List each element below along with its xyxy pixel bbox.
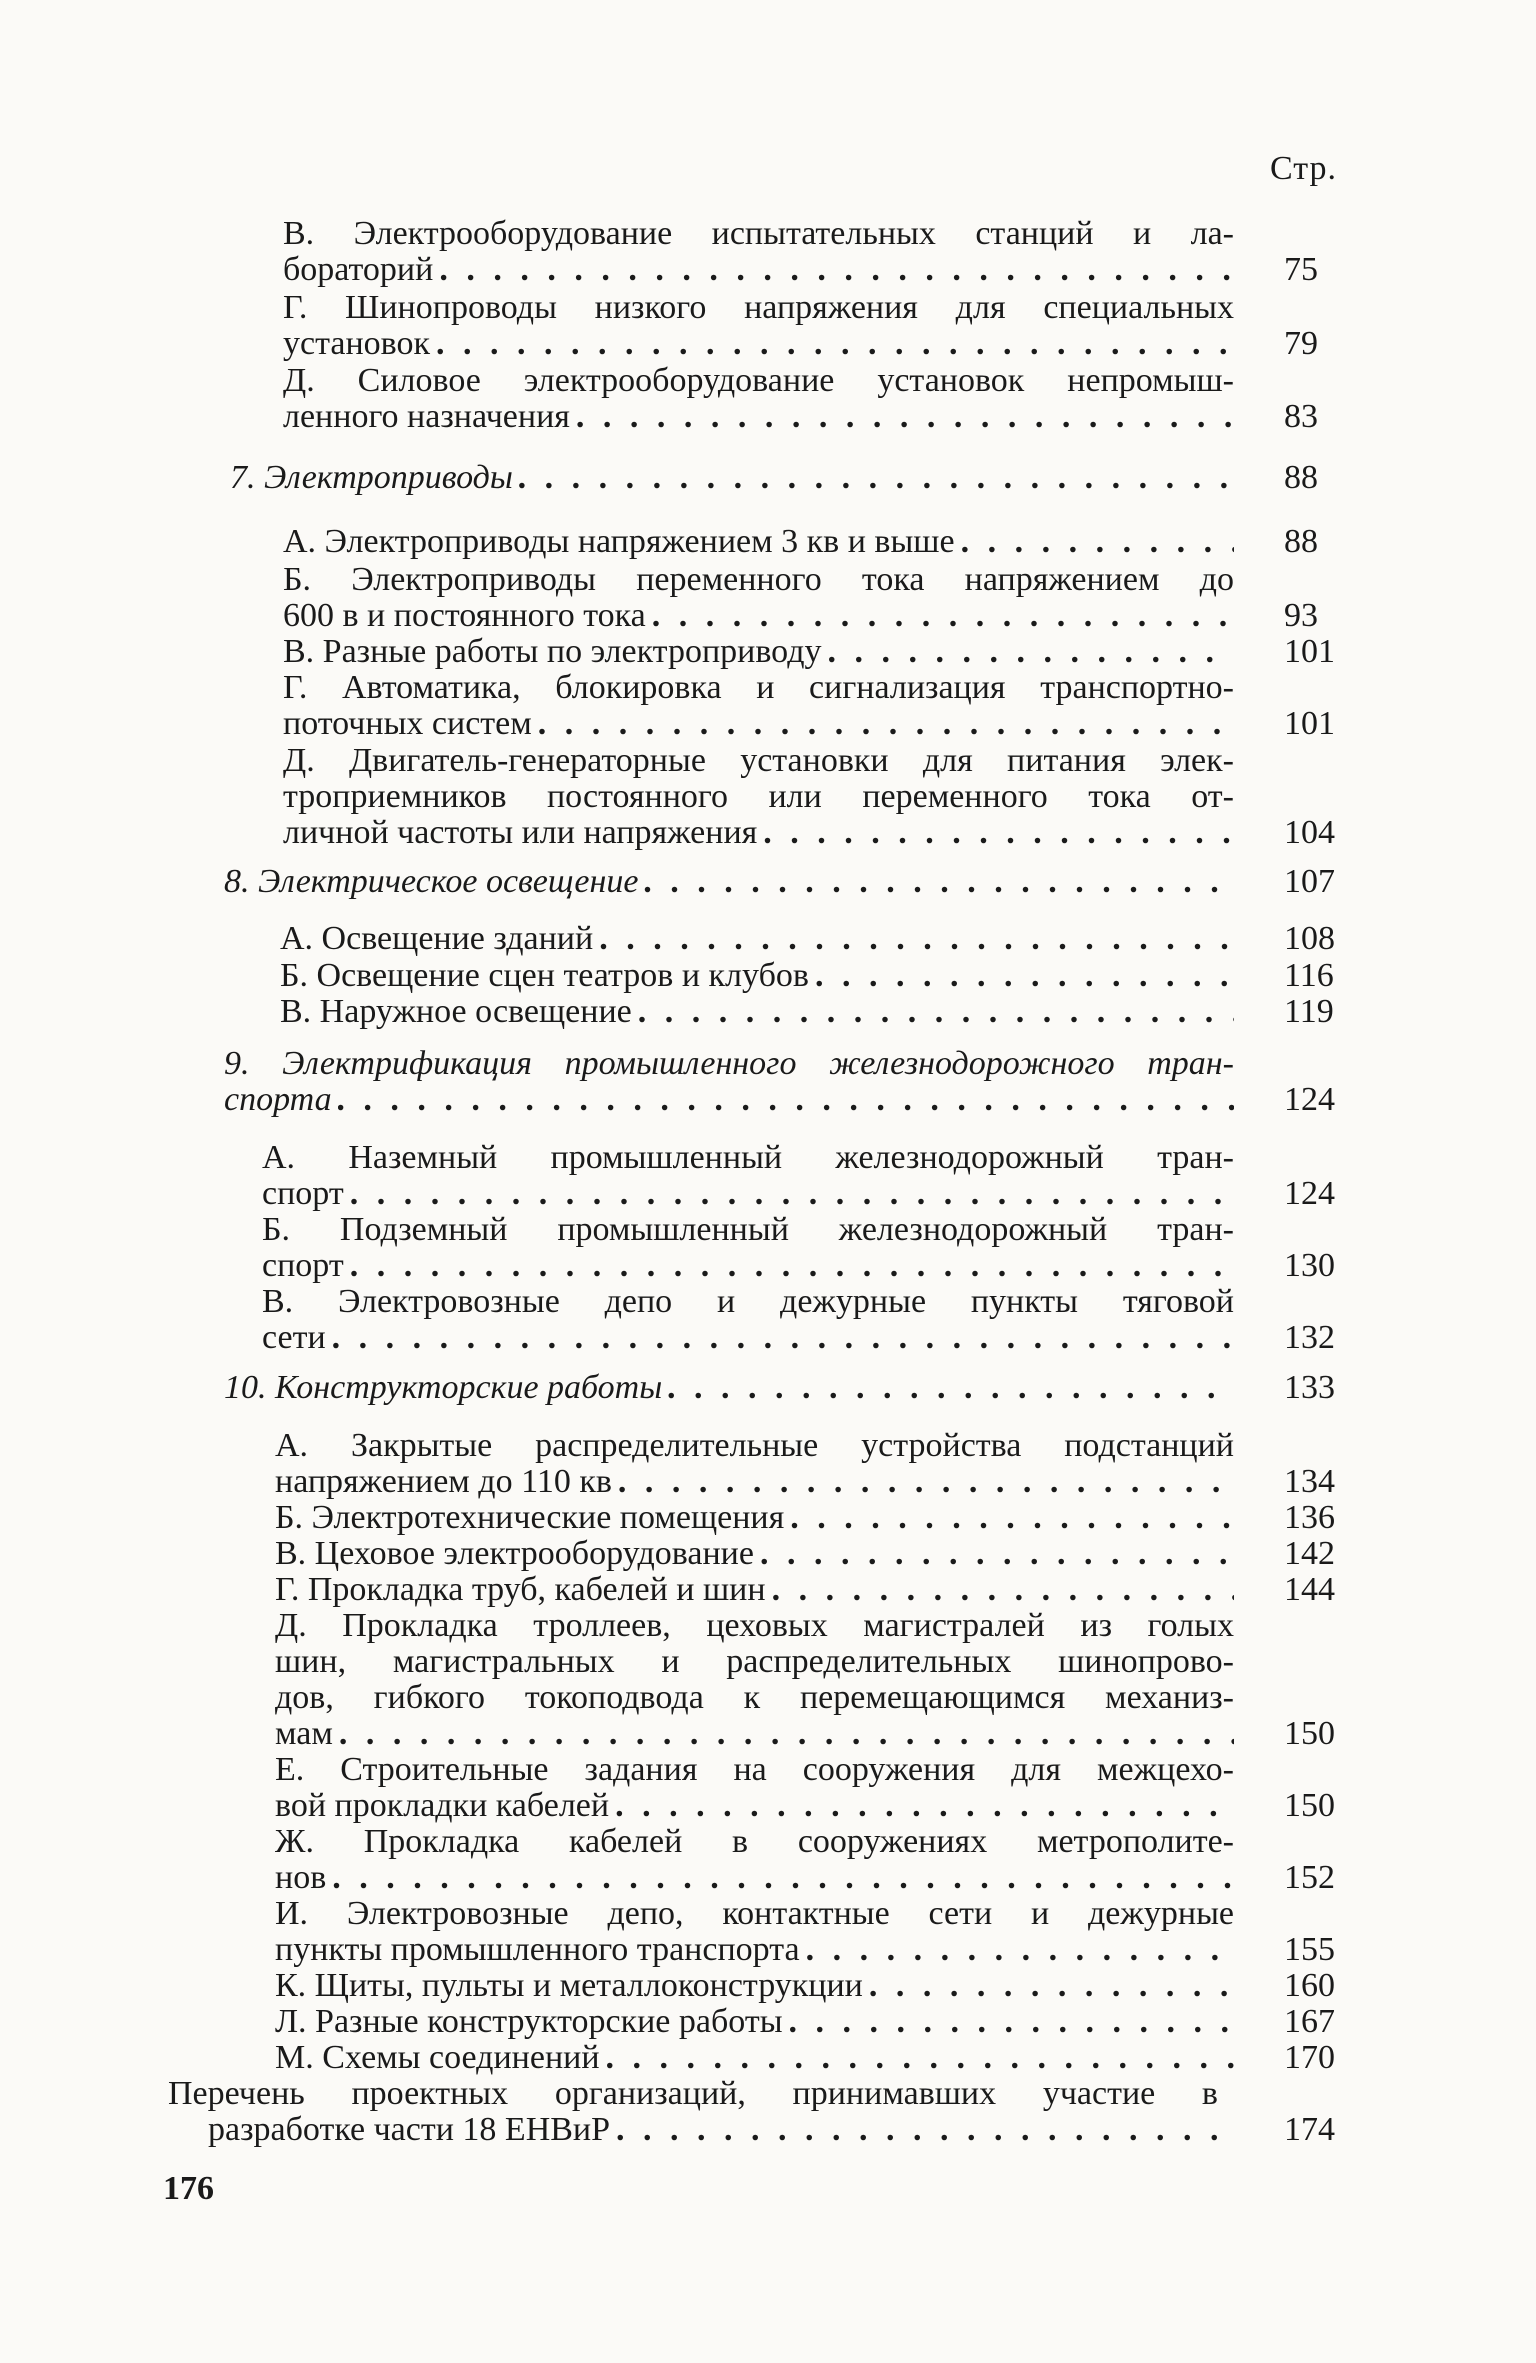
entry-title: А. Освещение зданий xyxy=(280,920,594,957)
entry-title: мам xyxy=(275,1715,333,1752)
entry-title: разработке части 18 ЕНВиР xyxy=(208,2111,611,2148)
entry-line: Г. Шинопроводы низкого напряжения для специальных xyxy=(283,289,1234,326)
toc-entry xyxy=(280,993,1334,1030)
entry-page: 79 xyxy=(1284,325,1318,362)
entry-page: 133 xyxy=(1284,1369,1335,1406)
entry-line: И. Электровозные депо, контактные сети и дежурные xyxy=(275,1895,1234,1932)
toc-entry xyxy=(275,1751,1335,1824)
toc-entry xyxy=(275,1967,1335,2004)
entry-page: 155 xyxy=(1284,1931,1335,1968)
entry-line: дов, гибкого токоподвода к перемещающимся механиз- xyxy=(275,1679,1234,1716)
entry-page: 150 xyxy=(1284,1787,1335,1824)
entry-page: 134 xyxy=(1284,1463,1335,1500)
entry-page: 167 xyxy=(1284,2003,1335,2040)
entry-line: Д. Силовое электрооборудование установок непромыш- xyxy=(283,362,1234,399)
toc-entry xyxy=(283,669,1335,742)
toc-entry xyxy=(262,1283,1335,1356)
entry-page: 130 xyxy=(1284,1247,1335,1284)
section-title: 10. Конструкторские работы xyxy=(224,1369,663,1406)
entry-title: поточных систем xyxy=(283,705,532,742)
entry-page: 88 xyxy=(1284,523,1318,560)
entry-line: Ж. Прокладка кабелей в сооружениях метрополите- xyxy=(275,1823,1234,1860)
toc-entry xyxy=(262,1139,1335,1212)
entry-page: 174 xyxy=(1284,2111,1335,2148)
entry-line: Б. Подземный промышленный железнодорожный тран- xyxy=(262,1211,1234,1248)
entry-line: А. Закрытые распределительные устройства подстанций xyxy=(275,1427,1234,1464)
entry-page: 142 xyxy=(1284,1535,1335,1572)
toc-entry xyxy=(283,215,1318,288)
entry-line: Е. Строительные задания на сооружения для межцехо- xyxy=(275,1751,1234,1788)
entry-page: 93 xyxy=(1284,597,1318,634)
entry-page: 88 xyxy=(1284,459,1318,496)
toc-entry xyxy=(275,2039,1335,2076)
entry-page: 107 xyxy=(1284,863,1335,900)
entry-line: Д. Двигатель-генераторные установки для питания элек- xyxy=(283,742,1234,779)
entry-title: В. Разные работы по электроприводу xyxy=(283,633,822,670)
entry-title: Л. Разные конструкторские работы xyxy=(275,2003,783,2040)
section-title: спорта xyxy=(224,1081,332,1118)
toc-entry xyxy=(275,2003,1335,2040)
entry-page: 136 xyxy=(1284,1499,1335,1536)
entry-title: М. Схемы соединений xyxy=(275,2039,600,2076)
toc-entry xyxy=(283,561,1318,634)
entry-page: 144 xyxy=(1284,1571,1335,1608)
toc-entry xyxy=(280,920,1335,957)
entry-page: 170 xyxy=(1284,2039,1335,2076)
page-column-header: Стр. xyxy=(1270,150,1338,187)
entry-page: 116 xyxy=(1284,957,1334,994)
toc-entry xyxy=(283,742,1335,851)
toc-entry xyxy=(168,2075,1335,2148)
entry-line: Д. Прокладка троллеев, цеховых магистралей из голых xyxy=(275,1607,1234,1644)
entry-page: 75 xyxy=(1284,251,1318,288)
entry-page: 83 xyxy=(1284,398,1318,435)
entry-title: нов xyxy=(275,1859,327,1896)
entry-page: 150 xyxy=(1284,1715,1335,1752)
toc-entry xyxy=(275,1895,1335,1968)
entry-title: сети xyxy=(262,1319,326,1356)
entry-title: спорт xyxy=(262,1247,344,1284)
entry-line: троприемников постоянного или переменного тока от- xyxy=(283,778,1234,815)
entry-page: 101 xyxy=(1284,633,1335,670)
entry-line: шин, магистральных и распределительных шинопрово- xyxy=(275,1643,1234,1680)
entry-page: 132 xyxy=(1284,1319,1335,1356)
entry-line: В. Электровозные депо и дежурные пункты тяговой xyxy=(262,1283,1234,1320)
entry-page: 119 xyxy=(1284,993,1334,1030)
entry-line: В. Электрооборудование испытательных станций и ла- xyxy=(283,215,1234,252)
toc-entry xyxy=(283,289,1318,362)
entry-title: В. Цеховое электрооборудование xyxy=(275,1535,754,1572)
section-title: 8. Электрическое освещение xyxy=(224,863,639,900)
page-number: 176 xyxy=(163,2170,214,2207)
entry-title: А. Электроприводы напряжением 3 кв и выше xyxy=(283,523,955,560)
entry-title: Г. Прокладка труб, кабелей и шин xyxy=(275,1571,766,1608)
entry-line: Перечень проектных организаций, принимавших участие в xyxy=(168,2075,1218,2112)
entry-title: установок xyxy=(283,325,430,362)
entry-title: 600 в и постоянного тока xyxy=(283,597,646,634)
entry-title: Б. Освещение сцен театров и клубов xyxy=(280,957,809,994)
toc-entry xyxy=(283,633,1335,670)
toc-entry xyxy=(275,1571,1335,1608)
toc-section xyxy=(230,459,1318,496)
entry-line: Б. Электроприводы переменного тока напряжением до xyxy=(283,561,1234,598)
entry-title: напряжением до 110 кв xyxy=(275,1463,612,1500)
entry-line: Г. Автоматика, блокировка и сигнализация транспортно- xyxy=(283,669,1234,706)
toc-entry xyxy=(262,1211,1335,1284)
entry-title: В. Наружное освещение xyxy=(280,993,632,1030)
toc-entry xyxy=(275,1823,1335,1896)
entry-line: А. Наземный промышленный железнодорожный тран- xyxy=(262,1139,1234,1176)
entry-title: личной частоты или напряжения xyxy=(283,814,758,851)
toc-section xyxy=(224,1045,1335,1118)
entry-title: пункты промышленного транспорта xyxy=(275,1931,800,1968)
entry-page: 124 xyxy=(1284,1175,1335,1212)
entry-page: 160 xyxy=(1284,1967,1335,2004)
toc-section xyxy=(224,863,1335,900)
toc-entry xyxy=(283,523,1318,560)
toc-entry xyxy=(275,1607,1335,1752)
entry-page: 152 xyxy=(1284,1859,1335,1896)
section-title: 7. Электроприводы xyxy=(230,459,513,496)
entry-title: вой прокладки кабелей xyxy=(275,1787,610,1824)
entry-title: спорт xyxy=(262,1175,344,1212)
entry-page: 124 xyxy=(1284,1081,1335,1118)
entry-page: 104 xyxy=(1284,814,1335,851)
toc-entry xyxy=(280,957,1334,994)
entry-page: 108 xyxy=(1284,920,1335,957)
toc-entry xyxy=(275,1499,1335,1536)
toc-entry xyxy=(275,1535,1335,1572)
section-line: 9. Электрификация промышленного железнодорожного тран- xyxy=(224,1045,1234,1082)
entry-title: ленного назначения xyxy=(283,398,570,435)
entry-title: Б. Электротехнические помещения xyxy=(275,1499,785,1536)
toc-section xyxy=(224,1369,1335,1406)
entry-page: 101 xyxy=(1284,705,1335,742)
toc-entry xyxy=(283,362,1318,435)
entry-title: К. Щиты, пульты и металлоконструкции xyxy=(275,1967,863,2004)
entry-title: бораторий xyxy=(283,251,434,288)
toc-entry xyxy=(275,1427,1335,1500)
